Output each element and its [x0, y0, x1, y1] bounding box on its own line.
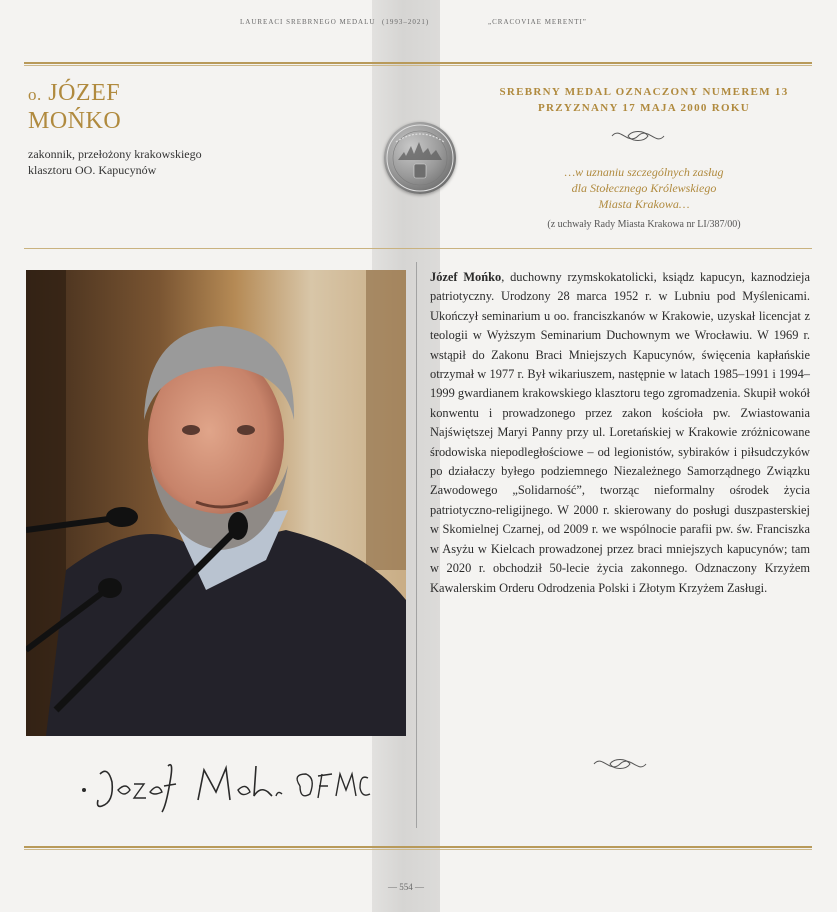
- portrait-illustration: [26, 270, 406, 736]
- award-quote: [476, 164, 812, 212]
- page-number-value: 554: [399, 882, 413, 892]
- middle-divider: [24, 248, 812, 249]
- person-name: [28, 80, 121, 134]
- person-role: zakonnik, przełożony krakowskiego klasztoru OO. Kapucynów: [28, 147, 202, 177]
- handwritten-signature: [78, 756, 378, 825]
- name-prefix: o.: [28, 85, 42, 104]
- medal-engraving-icon: [384, 122, 456, 194]
- portrait-photo: [26, 270, 406, 736]
- running-header-left: LAUREACI SREBRNEGO MEDALU: [240, 18, 376, 26]
- first-name: JÓZEF: [48, 80, 121, 106]
- biography-name: Józef Mońko: [430, 270, 502, 284]
- running-header: [0, 14, 837, 32]
- ornament-flourish-bottom-icon: [592, 752, 648, 776]
- silver-medal-image: [384, 122, 456, 194]
- quote-line-1: …w uznaniu szczególnych zasług: [564, 165, 724, 179]
- ornament-flourish-icon: [610, 124, 666, 148]
- medal-title: [476, 84, 812, 116]
- quote-line-2: dla Stołecznego Królewskiego: [571, 181, 717, 195]
- signature-image: [78, 756, 378, 820]
- bottom-divider: [24, 846, 812, 850]
- biography-text: , duchowny rzymskokatolicki, ksiądz kapucyn, kaznodzieja patriotyczny. Urodzony 28 marca 1952 r. w Lubniu pod Myślenicami. Ukończył seminarium u oo. franciszkanów w Krakowie, uzyskał licencjat z teologii w Wyższym Seminarium Duchownym we Wrocławiu. W 1969 r. wstąpił do Zakonu Braci Mniejszych Kapucynów, święcenia kapłańskie otrzymał w 1977 r. Był wikariuszem, następnie w latach 1985–1991 i 1994–1999 gwardianem krakowskiego klasztoru tego zgromadzenia. Skupił wokół konwentu i prowadzonego przez zakon kościoła pw. Zwiastowania Najświętszej Maryi Panny przy ul. Loretańskiej w Krakowie zróżnicowane środowiska niepodległościowe – od legionistów, sybiraków i piłsudczyków po działaczy byłego podziemnego Niezależnego Samorządnego Związku Zawodowego „Solidarność”, tworząc nieformalny ośrodek życia patriotyczno-religijnego. W 2000 r. skierowany do posługi duszpasterskiej w Skomielnej Czarnej, od 2009 r. we wspólnocie parafii pw. św. Franciszka w Asyżu w Kielcach prowadzonej przez braci mniejszych kapucynów; tam w 2020 r. obchodził 50-lecie życia zakonnego. Odznaczony Krzyżem Kawalerskim Orderu Odrodzenia Polski i Złotym Krzyżem Zasługi.: [430, 270, 810, 595]
- biography: [430, 268, 810, 598]
- running-header-middle: (1993–2021): [382, 18, 430, 26]
- column-divider: [416, 262, 417, 828]
- page-number: — 554 —: [388, 882, 424, 892]
- running-header-right: „CRACOVIAE MERENTI”: [488, 18, 587, 26]
- medal-title-line-2: PRZYZNANY 17 MAJA 2000 ROKU: [538, 102, 750, 114]
- top-divider: [24, 62, 812, 66]
- quote-line-3: Miasta Krakowa…: [598, 197, 690, 211]
- last-name: MOŃKO: [28, 108, 122, 134]
- medal-title-line-1: SREBRNY MEDAL OZNACZONY NUMEREM 13: [499, 86, 789, 98]
- resolution-reference: (z uchwały Rady Miasta Krakowa nr LI/387/00): [547, 219, 741, 230]
